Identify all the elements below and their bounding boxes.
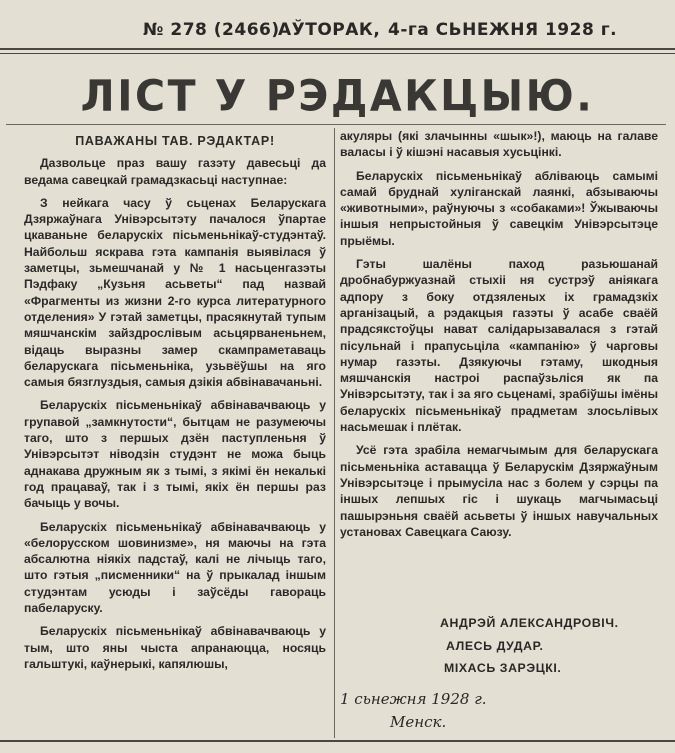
headline-rule <box>6 124 666 125</box>
issue-weekday: АЎТОРАК, <box>278 20 381 40</box>
issue-number: № 278 (2466) <box>143 20 280 40</box>
closing-dateline <box>340 688 640 734</box>
closing-place: Менск. <box>390 713 447 731</box>
masthead-rule <box>0 48 675 54</box>
signature: АНДРЭЙ АЛЕКСАНДРОВІЧ. <box>440 616 619 630</box>
paragraph: Беларускіх пісьменьнікаў абвінавачваюць у групавой „замкнутости“, бытцам не разумеючы таго, што з першых дзён паступленьня ў Унівэрсытэт ніводзін студэнт не можа быць аднакава дружным як з тымі, з якімі ён некалькі год працаваў, так і з тымі, якіх ён першы раз бачыць у вочы. <box>24 398 326 511</box>
signature: АЛЕСЬ ДУДАР. <box>446 638 544 653</box>
left-column <box>24 128 326 679</box>
paragraph: З нейкага часу ў сьценах Беларускага Дзяржаўнага Унівэрсытэту пачалося ўпартае цкаваньне беларускіх пісьменьнікаў-студэнтаў. Найбольш яскрава гэта кампанія выявілася ў заметцы, зьмешчанай у № 1 насьценгазэты Пэдфаку „Кузьня асьветы“ пад назвай «Фрагменты из жизни 2-го курса литературного отделения» У гэтай заметцы, прасякнутай тупым мяшчанскім зайздрослівым асьцярваненьнем, відаць выразны замер скампраметаваць беларускага пісьменьніка, узьвёўшы на яго самыя бязглуздыя, самыя дзікія абвінавачаньні. <box>24 195 326 390</box>
right-column <box>340 128 658 547</box>
paragraph: Гэты шалёны паход разьюшанай дробнабуржуазнай стыхіі ня сустрэў аніякага адпору з боку отдзяленых іх грамадзкіх арганізацый, а рэдакцыя газэты ў асабе сваёй прадсякстоўцы нават салідарызавалася з гэтай пісульнай і прапусьціла «кампанію» ў чарговы нумар газэты. Дзякуючы гэтаму, шкодныя мяшчанскія настроі распаўзьліся як па Унівэрсытэту, так і за яго сьценамі, зрабіўшы імёны беларускіх пісьменьнікаў прадметам злосьлівых насьмешак і плётак. <box>340 257 658 435</box>
paragraph: акуляры (які злачынны «шык»!), маюць на галаве валасы і ў кішэні насавыя хусьцінкі. <box>340 129 658 160</box>
paragraph: Беларускіх пісьменьнікаў абліваюць самымі самай бруднай хуліганскай лаянкі, абзываючы «животными», раўнуючы з «собаками»! Ўжываючы іншыя непрыстойныя ў савецкім Унівэрсытэце прыёмы. <box>340 168 658 248</box>
bottom-rule <box>0 740 675 746</box>
closing-date: 1 сьнежня 1928 г. <box>340 690 487 708</box>
salutation: ПАВАЖАНЫ ТАВ. РЭДАКТАР! <box>75 134 275 148</box>
masthead <box>0 10 675 50</box>
signature-block <box>440 612 670 680</box>
column-divider <box>334 128 335 738</box>
paragraph: Усё гэта зрабіла немагчымым для беларускага пісьменьніка аставацца ў Беларускім Дзяржаўным Унівэрсытэце і прымусіла нас з болем у сэрцы па іншых лепшых гіс і шукаць магчымасьці пашырэньня сваёй асьветы ў іншых навучальных установах Савецкага Саюзу. <box>340 443 658 539</box>
paragraph: Беларускіх пісьменьнікаў абвінавачваюць у «белорусском шовинизме», ня маючы на гэта абсалютна ніякіх падстаў, калі не лічыць таго, што гэтыя „писменники“ на ў прыкалад іншым студэнтам усюды і заўсёды гавораць пабеларуску. <box>24 519 326 616</box>
signature: МІХАСЬ ЗАРЭЦКІ. <box>444 661 562 675</box>
paragraph: Дазвольце праз вашу газэту давесьці да ведама савецкай грамадзкасьці наступнае: <box>24 156 326 187</box>
issue-date: 4-га СЬНЕЖНЯ 1928 г. <box>388 20 618 40</box>
article-headline: ЛІСТ У РЭДАКЦЫЮ. <box>80 70 595 122</box>
paragraph: Беларускіх пісьменьнікаў абвінавачваюць у тым, што яны чыста апранаюцца, носяць гальштукі, каўнерыкі, капялюшы, <box>24 624 326 671</box>
